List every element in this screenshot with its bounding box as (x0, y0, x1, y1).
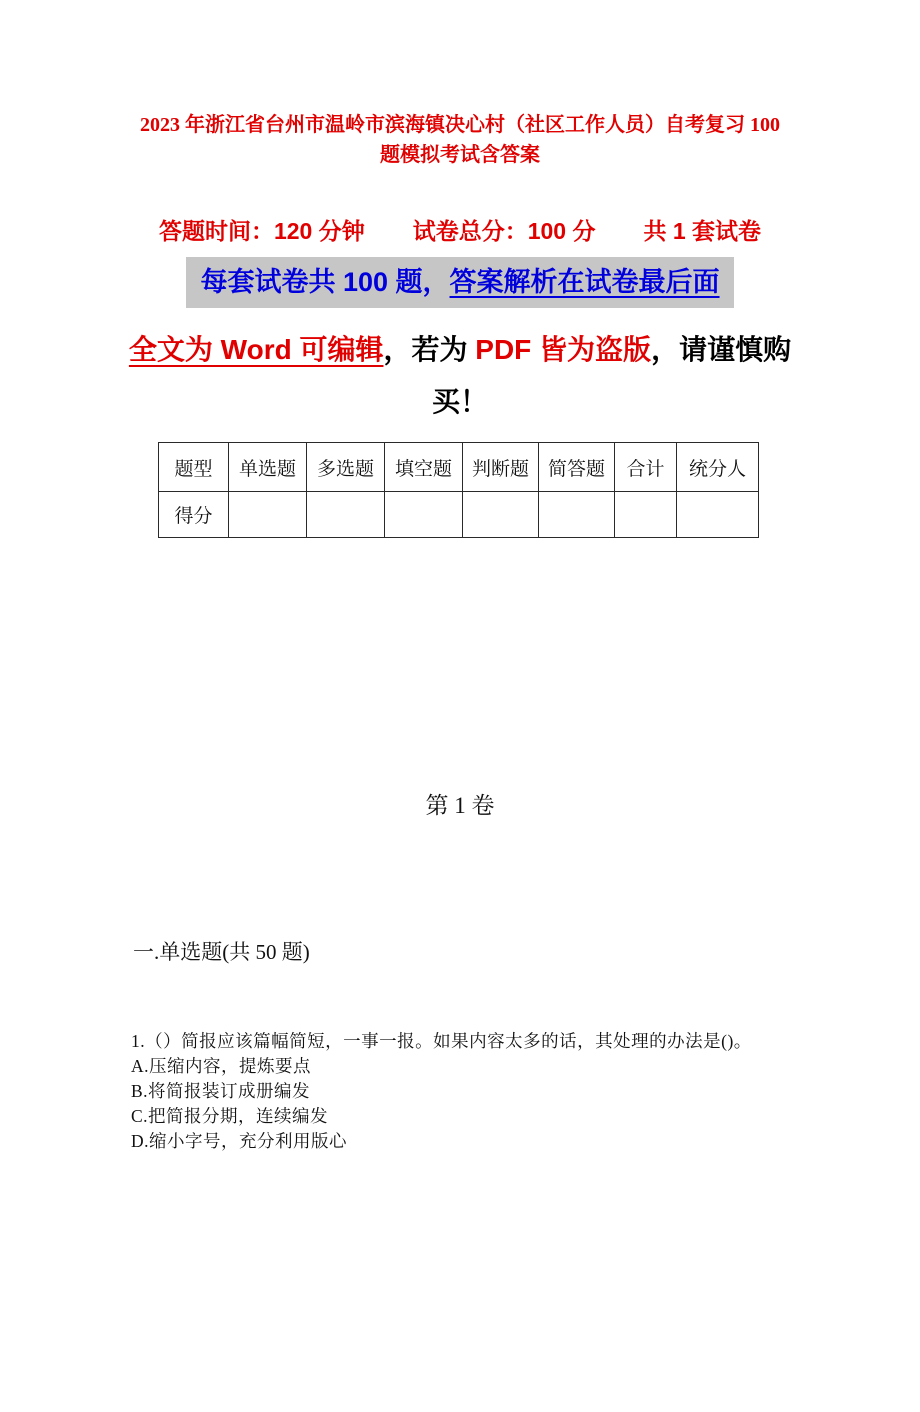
question-option-b: B.将简报装订成册编发 (131, 1081, 311, 1101)
warning-mid-text: ，若为 (383, 334, 476, 365)
table-header-cell: 单选题 (229, 443, 307, 492)
table-header-cell: 多选题 (307, 443, 385, 492)
warning-line-1 (128, 324, 792, 376)
table-header-cell: 简答题 (539, 443, 615, 492)
warning-tail-text: ，请谨慎购 (651, 334, 792, 365)
warning-line-2: 买！ (431, 386, 488, 417)
highlight-row (0, 257, 920, 308)
table-header-cell: 合计 (615, 443, 677, 492)
warning-paragraph (128, 324, 792, 428)
highlight-prefix: 每套试卷共 100 题， (200, 267, 450, 297)
question-option-d: D.缩小字号，充分利用版心 (131, 1131, 348, 1151)
question-option-c: C.把简报分期，连续编发 (131, 1106, 329, 1126)
question-stem: 1.（）简报应该篇幅简短，一事一报。如果内容太多的话，其处理的办法是()。 (131, 1031, 752, 1051)
table-empty-cell (229, 492, 307, 538)
document-page (0, 110, 920, 1412)
table-empty-cell (307, 492, 385, 538)
highlight-underlined-text: 答案解析在试卷最后面 (449, 267, 720, 297)
warning-word-editable: 全文为 Word 可编辑 (128, 334, 384, 365)
score-table (158, 442, 759, 538)
table-empty-cell (463, 492, 539, 538)
document-title: 2023 年浙江省台州市温岭市滨海镇决心村（社区工作人员）自考复习 100 题模拟考试含答案 (140, 114, 780, 166)
exam-info-total: 试卷总分：100 分 (412, 218, 596, 244)
table-empty-cell (677, 492, 759, 538)
score-table-header-row (159, 443, 759, 492)
volume-title: 第 1 卷 (425, 793, 495, 818)
table-header-cell: 判断题 (463, 443, 539, 492)
exam-info-time: 答题时间：120 分钟 (158, 218, 365, 244)
table-empty-cell (539, 492, 615, 538)
section-title: 一.单选题(共 50 题) (133, 940, 310, 964)
warning-pdf-pirated: PDF 皆为盗版 (475, 334, 652, 365)
question-option-a: A.压缩内容，提炼要点 (131, 1056, 312, 1076)
table-header-cell: 题型 (159, 443, 229, 492)
score-row-label: 得分 (159, 492, 229, 538)
question-block (131, 1029, 800, 1154)
table-empty-cell (615, 492, 677, 538)
score-table-score-row (159, 492, 759, 538)
table-header-cell: 填空题 (385, 443, 463, 492)
exam-info-line (0, 216, 920, 246)
table-empty-cell (385, 492, 463, 538)
highlight-band (186, 257, 733, 308)
table-header-cell: 统分人 (677, 443, 759, 492)
exam-info-sets: 共 1 套试卷 (643, 218, 762, 244)
